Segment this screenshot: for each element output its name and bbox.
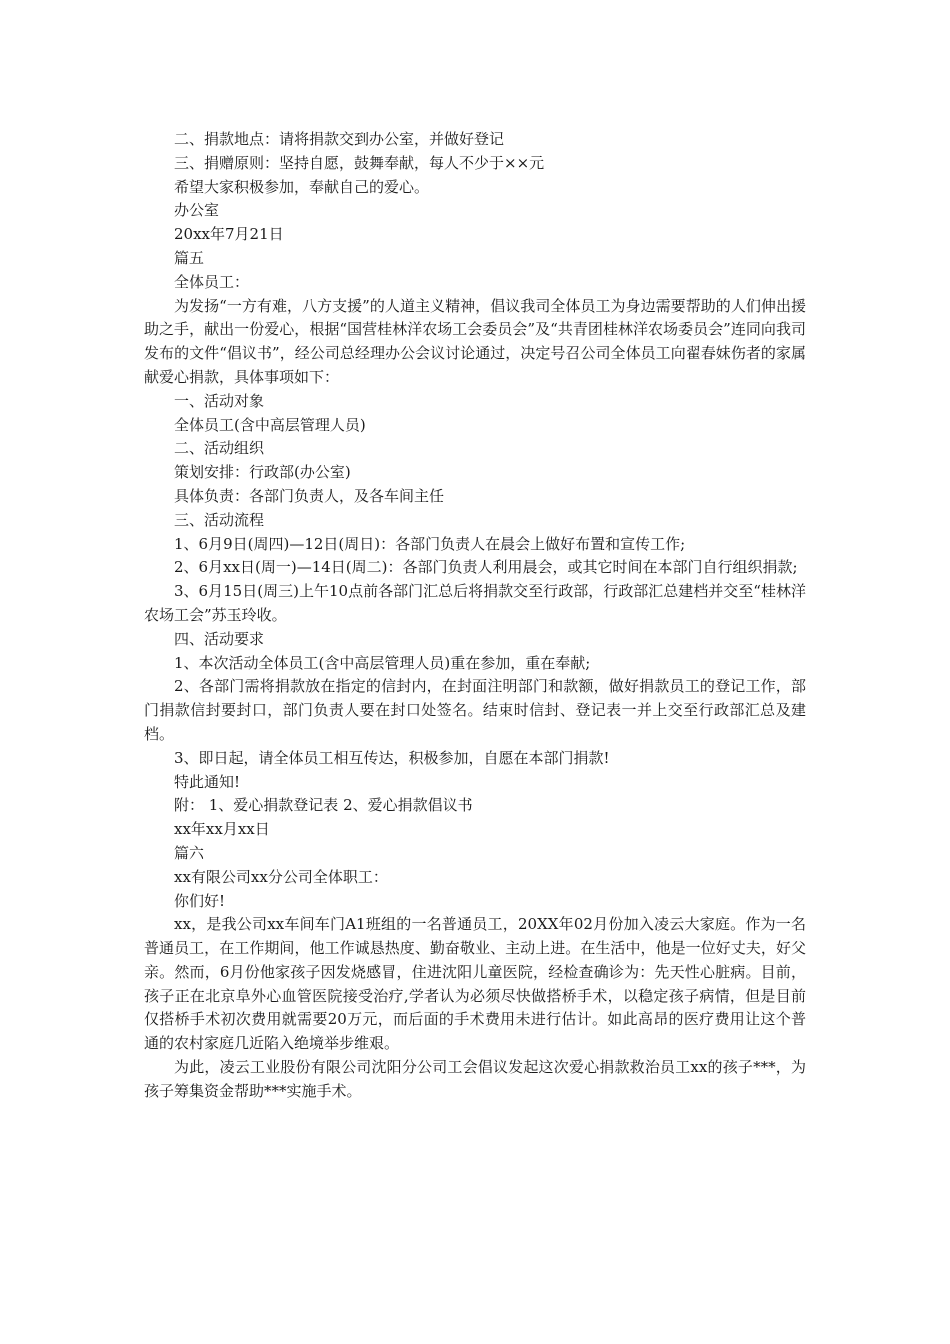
paragraph-activity-target: 全体员工(含中高层管理人员): [174, 415, 366, 434]
paragraph-planning: 策划安排：行政部(办公室): [174, 463, 351, 482]
paragraph-date: 20xx年7月21日: [174, 225, 284, 244]
paragraph-attachments: 附： 1、爱心捐款登记表 2、爱心捐款倡议书: [174, 796, 473, 815]
document-body: [144, 128, 806, 1104]
paragraph-requirement-2: 2、各部门需将捐款放在指定的信封内，在封面注明部门和款额，做好捐款员工的登记工作，部门捐款信封要封口，部门负责人要在封口处签名。结束时信封、登记表一并上交至行政部汇总及建档。: [144, 677, 806, 743]
paragraph-closing-appeal: 希望大家积极参加，奉献自己的爱心。: [174, 177, 430, 196]
paragraph-employee-story: xx，是我公司xx车间车门A1班组的一名普通员工，20XX年02月份加入凌云大家庭。作为一名普通员工，在工作期间，他工作诚恳热度、勤奋敬业、主动上进。在生活中，他是一位好丈夫，好父亲。然而，6月份他家孩子因发烧感冒，住进沈阳儿童医院，经检查确诊为：先天性心脏病。目前，孩子正在北京阜外心血管医院接受治疗,学者认为必须尽快做搭桥手术，以稳定孩子病情，但是目前仅搭桥手术初次费用就需要20万元，而后面的手术费用未进行估计。如此高昂的医疗费用让这个普通的农村家庭几近陷入绝境举步维艰。: [144, 915, 806, 1053]
heading-activity-target: 一、活动对象: [174, 391, 265, 410]
paragraph-process-step-2: 2、6月xx日(周一)—14日(周二)：各部门负责人利用晨会，或其它时间在本部门自行组织捐款;: [174, 558, 798, 577]
heading-activity-organization: 二、活动组织: [174, 439, 265, 458]
paragraph-requirement-3: 3、即日起，请全体员工相互传达，积极参加，自愿在本部门捐款!: [174, 748, 610, 767]
section-heading-part-five: 篇五: [174, 248, 205, 267]
paragraph-initiative: 为此，凌云工业股份有限公司沈阳分公司工会倡议发起这次爱心捐款救治员工xx的孩子***，为孩子筹集资金帮助***实施手术。: [144, 1058, 806, 1100]
paragraph-responsibility: 具体负责：各部门负责人，及各车间主任: [174, 486, 445, 505]
paragraph-process-step-3: 3、6月15日(周三)上午10点前各部门汇总后将捐款交至行政部，行政部汇总建档并交至“桂林洋农场工会”苏玉玲收。: [144, 582, 806, 624]
paragraph-salutation: 全体员工：: [174, 272, 250, 291]
paragraph-signature-office: 办公室: [174, 201, 220, 220]
heading-activity-requirements: 四、活动要求: [174, 629, 265, 648]
paragraph-notice: 特此通知!: [174, 772, 241, 791]
heading-activity-process: 三、活动流程: [174, 510, 265, 529]
paragraph-greeting: 你们好!: [174, 891, 226, 910]
section-heading-part-six: 篇六: [174, 843, 205, 862]
paragraph-donation-principle: 三、捐赠原则：坚持自愿，鼓舞奉献，每人不少于××元: [174, 153, 545, 172]
paragraph-intro: 为发扬“一方有难，八方支援”的人道主义精神，倡议我司全体员工为身边需要帮助的人们伸出援助之手，献出一份爱心，根据“国营桂林洋农场工会委员会”及“共青团桂林洋农场委员会”连同向我司发布的文件“倡议书”，经公司总经理办公会议讨论通过，决定号召公司全体员工向翟春妹伤者的家属献爱心捐款，具体事项如下：: [144, 296, 806, 386]
paragraph-requirement-1: 1、本次活动全体员工(含中高层管理人员)重在参加，重在奉献;: [174, 653, 591, 672]
paragraph-salutation-2: xx有限公司xx分公司全体职工：: [174, 867, 388, 886]
paragraph-date-2: xx年xx月xx日: [174, 820, 270, 839]
paragraph-donation-location: 二、捐款地点：请将捐款交到办公室，并做好登记: [174, 130, 505, 148]
paragraph-process-step-1: 1、6月9日(周四)—12日(周日)：各部门负责人在晨会上做好布置和宣传工作;: [174, 534, 686, 553]
